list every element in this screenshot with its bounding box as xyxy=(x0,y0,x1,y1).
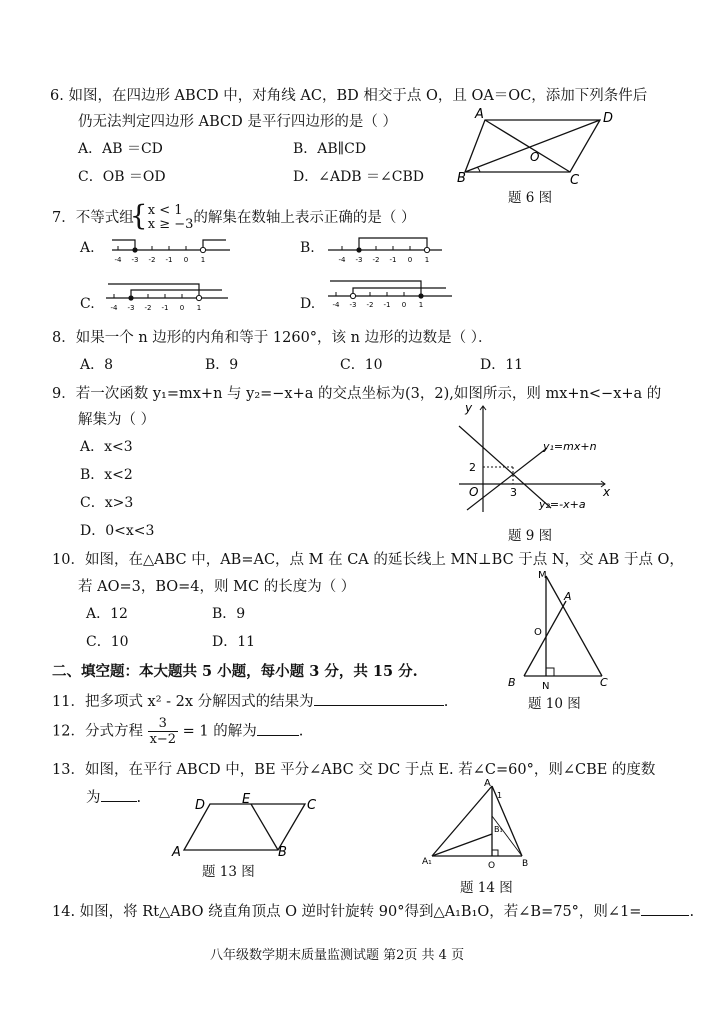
q10-label-b: B xyxy=(508,676,516,689)
q13-label-b: B xyxy=(278,845,287,860)
q14-text: 14. 如图，将 Rt△ABO 绕直角顶点 O 逆时针旋转 90°得到△A₁B₁O，若∠B=75°，则∠1= xyxy=(52,904,642,920)
q7-letter-c: C. xyxy=(80,296,95,312)
q9-line2-label: y₂=-x+a xyxy=(539,498,586,511)
q6-label-o: O xyxy=(530,150,540,164)
section-2-heading: 二、填空题：本大题共 5 小题，每小题 3 分，共 15 分. xyxy=(52,663,418,680)
q7b-tick: -1 xyxy=(389,256,397,264)
q7d-tick: -1 xyxy=(383,301,391,309)
q10-stem-line1: 10．如图，在△ABC 中，AB=AC，点 M 在 CA 的延长线上 MN⊥BC 于点 N，交 AB 于点 O， xyxy=(52,552,684,568)
q12-fraction xyxy=(148,716,179,747)
q7a-tick: 0 xyxy=(183,256,189,264)
q11-stem xyxy=(52,690,448,711)
q14-label-o: O xyxy=(488,861,496,871)
q12-denominator: x−2 xyxy=(149,732,177,747)
q9-y-label: y xyxy=(465,401,473,415)
q7a-tick: -1 xyxy=(165,256,173,264)
q10-label-o: O xyxy=(534,627,542,638)
q8-option-d: D．11 xyxy=(480,357,524,373)
q7-letter-a: A. xyxy=(80,240,95,256)
q13-stem-line2 xyxy=(86,786,141,807)
q9-y-tick: 2 xyxy=(469,461,476,474)
q13-label-a: A xyxy=(172,845,181,860)
q13-text: 为 xyxy=(86,790,101,806)
q6-option-a: A．AB ＝CD xyxy=(78,141,163,157)
q7a-tick: -2 xyxy=(148,256,156,264)
q7d-tick: -2 xyxy=(366,301,374,309)
q7-letter-b: B. xyxy=(300,240,315,256)
q14-answer-blank[interactable] xyxy=(641,901,689,916)
q7-suffix: 的解集在数轴上表示正确的是（ ） xyxy=(193,210,416,226)
q8-option-b: B．9 xyxy=(205,357,239,373)
q14-label-b: B xyxy=(522,859,529,869)
q14-label-angle1: 1 xyxy=(497,791,503,800)
q7-inequality-2: x ≥ −3 xyxy=(147,217,194,232)
q6-stem-line1: 6. 如图，在四边形 ABCD 中，对角线 AC，BD 相交于点 O，且 OA＝OC，添加下列条件后 xyxy=(50,88,648,104)
q10-option-b: B．9 xyxy=(212,606,246,622)
q10-label-m: M xyxy=(538,570,547,581)
q7b-tick: -4 xyxy=(338,256,346,264)
q11-text: 11．把多项式 x² - 2x 分解因式的结果为 xyxy=(52,694,314,710)
page-footer: 八年级数学期末质量监测试题 第2页 共 4 页 xyxy=(210,948,465,963)
q9-option-a: A．x<3 xyxy=(80,439,133,455)
q9-stem-line1: 9．若一次函数 y₁=mx+n 与 y₂=−x+a 的交点坐标为(3，2),如图所示，则 mx+n<−x+a 的 xyxy=(52,386,662,402)
q7b-tick: 0 xyxy=(407,256,413,264)
q7d-tick: 1 xyxy=(418,301,424,309)
q6-label-a: A xyxy=(475,107,484,122)
q8-option-c: C．10 xyxy=(340,357,383,373)
q10-figure xyxy=(500,566,620,690)
q7b-tick: -3 xyxy=(355,256,363,264)
q10-label-c: C xyxy=(600,676,608,689)
q13-label-d: D xyxy=(195,798,206,813)
q10-option-a: A．12 xyxy=(86,606,128,622)
q7-prefix: 7．不等式组 xyxy=(52,210,134,226)
q6-caption: 题 6 图 xyxy=(508,190,553,206)
q12-suffix: = 1 的解为 xyxy=(182,723,257,740)
q7d-tick: -4 xyxy=(332,301,340,309)
q7-numberline-b xyxy=(326,232,446,270)
q14-label-a1: A₁ xyxy=(422,857,432,867)
q13-caption: 题 13 图 xyxy=(202,864,255,880)
q13-label-e: E xyxy=(242,792,251,807)
q12-prefix: 12．分式方程 xyxy=(52,723,143,740)
q13-end: . xyxy=(136,790,142,806)
q12-stem xyxy=(52,716,303,747)
q14-caption: 题 14 图 xyxy=(460,880,513,896)
q7c-tick: -1 xyxy=(161,304,169,312)
q7-letter-d: D. xyxy=(300,296,316,312)
q9-option-d: D．0<x<3 xyxy=(80,523,155,539)
q9-x-tick: 3 xyxy=(510,486,517,499)
q8-stem: 8．如果一个 n 边形的内角和等于 1260°，该 n 边形的边数是（ ）． xyxy=(52,330,493,346)
q14-stem xyxy=(52,900,694,921)
q9-option-c: C．x>3 xyxy=(80,495,134,511)
q11-answer-blank[interactable] xyxy=(314,691,444,706)
q9-x-label: x xyxy=(603,485,611,499)
q12-numerator: 3 xyxy=(148,716,179,732)
q6-option-b: B．AB∥CD xyxy=(293,141,367,157)
q10-label-n: N xyxy=(542,681,550,692)
q7a-tick: 1 xyxy=(200,256,206,264)
q7-numberline-a xyxy=(108,232,238,270)
q6-stem-line2: 仍无法判定四边形 ABCD 是平行四边形的是（ ） xyxy=(78,114,397,130)
q7a-tick: -4 xyxy=(114,256,122,264)
q7-numberline-d xyxy=(326,276,456,316)
q6-label-b: B xyxy=(457,171,466,186)
q7b-tick: -2 xyxy=(372,256,380,264)
q9-graph xyxy=(455,400,615,518)
q12-end: . xyxy=(298,723,304,740)
q14-label-b1: B₁ xyxy=(494,825,503,834)
q9-stem-line2: 解集为（ ） xyxy=(78,412,156,428)
q7-inequality-1: x < 1 xyxy=(147,203,183,218)
q13-figure xyxy=(170,790,330,860)
q14-figure xyxy=(420,776,540,872)
q13-answer-blank[interactable] xyxy=(101,787,137,802)
q10-caption: 题 10 图 xyxy=(528,696,581,712)
q12-answer-blank[interactable] xyxy=(257,721,299,736)
q7c-tick: -3 xyxy=(127,304,135,312)
q6-label-d: D xyxy=(603,111,614,126)
q10-option-c: C．10 xyxy=(86,634,129,650)
q7-inequality-system: { x < 1 x ≥ −3 xyxy=(129,199,194,232)
q7b-tick: 1 xyxy=(424,256,430,264)
q10-option-d: D．11 xyxy=(212,634,256,650)
q6-option-d: D．∠ADB ＝∠CBD xyxy=(293,169,424,185)
q7c-tick: -4 xyxy=(110,304,118,312)
q7d-tick: -3 xyxy=(349,301,357,309)
q13-stem-line1: 13．如图，在平行 ABCD 中，BE 平分∠ABC 交 DC 于点 E. 若∠C=60°，则∠CBE 的度数 xyxy=(52,762,656,778)
q9-line1-label: y₁=mx+n xyxy=(543,440,597,453)
q7c-tick: 0 xyxy=(179,304,185,312)
q7-stem xyxy=(52,199,416,232)
q6-label-c: C xyxy=(570,173,580,188)
q9-origin-label: O xyxy=(469,485,479,499)
q7-numberline-c xyxy=(104,276,234,320)
q6-option-c: C．OB ＝OD xyxy=(78,169,166,185)
q7d-tick: 0 xyxy=(401,301,407,309)
q7c-tick: -2 xyxy=(144,304,152,312)
q14-label-a: A xyxy=(484,778,491,789)
q14-end: . xyxy=(689,904,695,920)
q10-stem-line2: 若 AO=3，BO=4，则 MC 的长度为（ ） xyxy=(78,579,356,595)
q8-option-a: A．8 xyxy=(80,357,114,373)
q9-option-b: B．x<2 xyxy=(80,467,133,483)
q7c-tick: 1 xyxy=(196,304,202,312)
q7a-tick: -3 xyxy=(131,256,139,264)
q10-label-a: A xyxy=(564,590,572,603)
q13-label-c: C xyxy=(307,798,317,813)
q11-end: . xyxy=(443,694,449,710)
q6-figure xyxy=(457,104,625,188)
q9-caption: 题 9 图 xyxy=(508,528,553,544)
